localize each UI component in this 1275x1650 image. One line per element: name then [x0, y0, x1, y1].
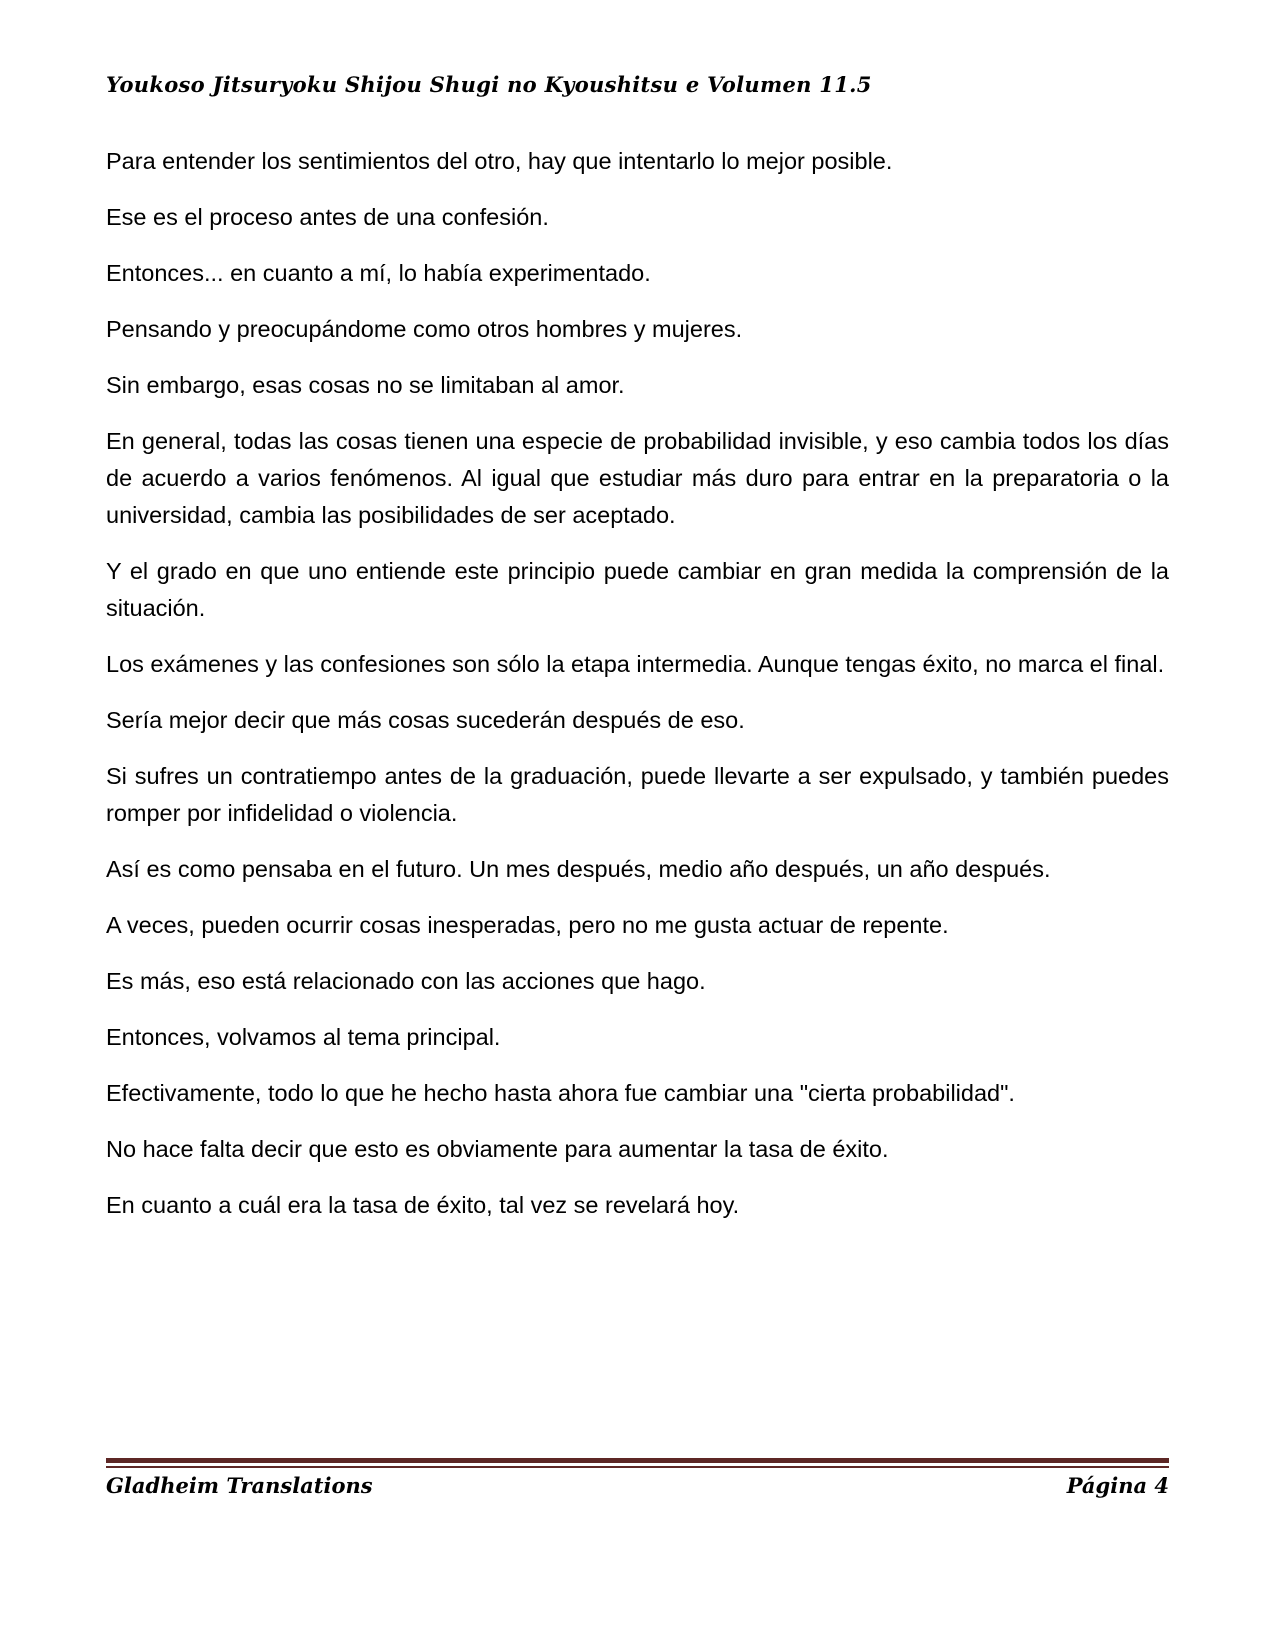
page-header: [0, 0, 1275, 97]
paragraph: Ese es el proceso antes de una confesión.: [106, 204, 549, 230]
footer-page-number: Página 4: [1066, 1473, 1169, 1498]
footer-translator-credit: Gladheim Translations: [106, 1473, 373, 1498]
header-title: Youkoso Jitsuryoku Shijou Shugi no Kyoushitsu e Volumen 11.5: [106, 72, 872, 97]
paragraph: Entonces, volvamos al tema principal.: [106, 1024, 501, 1050]
paragraph: Sin embargo, esas cosas no se limitaban al amor.: [106, 372, 625, 398]
paragraph: Si sufres un contratiempo antes de la graduación, puede llevarte a ser expulsado, y también puedes romper por infidelidad o violencia.: [106, 763, 1169, 826]
paragraph: No hace falta decir que esto es obviamente para aumentar la tasa de éxito.: [106, 1136, 889, 1162]
paragraph: Así es como pensaba en el futuro. Un mes después, medio año después, un año después.: [106, 856, 1051, 882]
footer-divider: [106, 1458, 1169, 1468]
paragraph: Efectivamente, todo lo que he hecho hasta ahora fue cambiar una "cierta probabilidad".: [106, 1080, 1015, 1106]
page-footer: [106, 1458, 1169, 1498]
paragraph: Pensando y preocupándome como otros hombres y mujeres.: [106, 316, 743, 342]
paragraph: En general, todas las cosas tienen una especie de probabilidad invisible, y eso cambia todos los días de acuerdo a varios fenómenos. Al igual que estudiar más duro para entrar en la preparatoria o la universidad, cambia las posibilidades de ser aceptado.: [106, 428, 1169, 528]
footer-row: [106, 1473, 1169, 1498]
paragraph: Es más, eso está relacionado con las acciones que hago.: [106, 968, 706, 994]
paragraph: Para entender los sentimientos del otro, hay que intentarlo lo mejor posible.: [106, 148, 893, 174]
paragraph: A veces, pueden ocurrir cosas inesperadas, pero no me gusta actuar de repente.: [106, 912, 949, 938]
paragraph: Y el grado en que uno entiende este principio puede cambiar en gran medida la comprensión de la situación.: [106, 558, 1169, 621]
paragraph: En cuanto a cuál era la tasa de éxito, tal vez se revelará hoy.: [106, 1192, 740, 1218]
paragraph: Los exámenes y las confesiones son sólo la etapa intermedia. Aunque tengas éxito, no marca el final.: [106, 651, 1165, 677]
paragraph: Sería mejor decir que más cosas sucederán después de eso.: [106, 707, 745, 733]
paragraph: Entonces... en cuanto a mí, lo había experimentado.: [106, 260, 651, 286]
document-body: [0, 97, 1275, 1224]
